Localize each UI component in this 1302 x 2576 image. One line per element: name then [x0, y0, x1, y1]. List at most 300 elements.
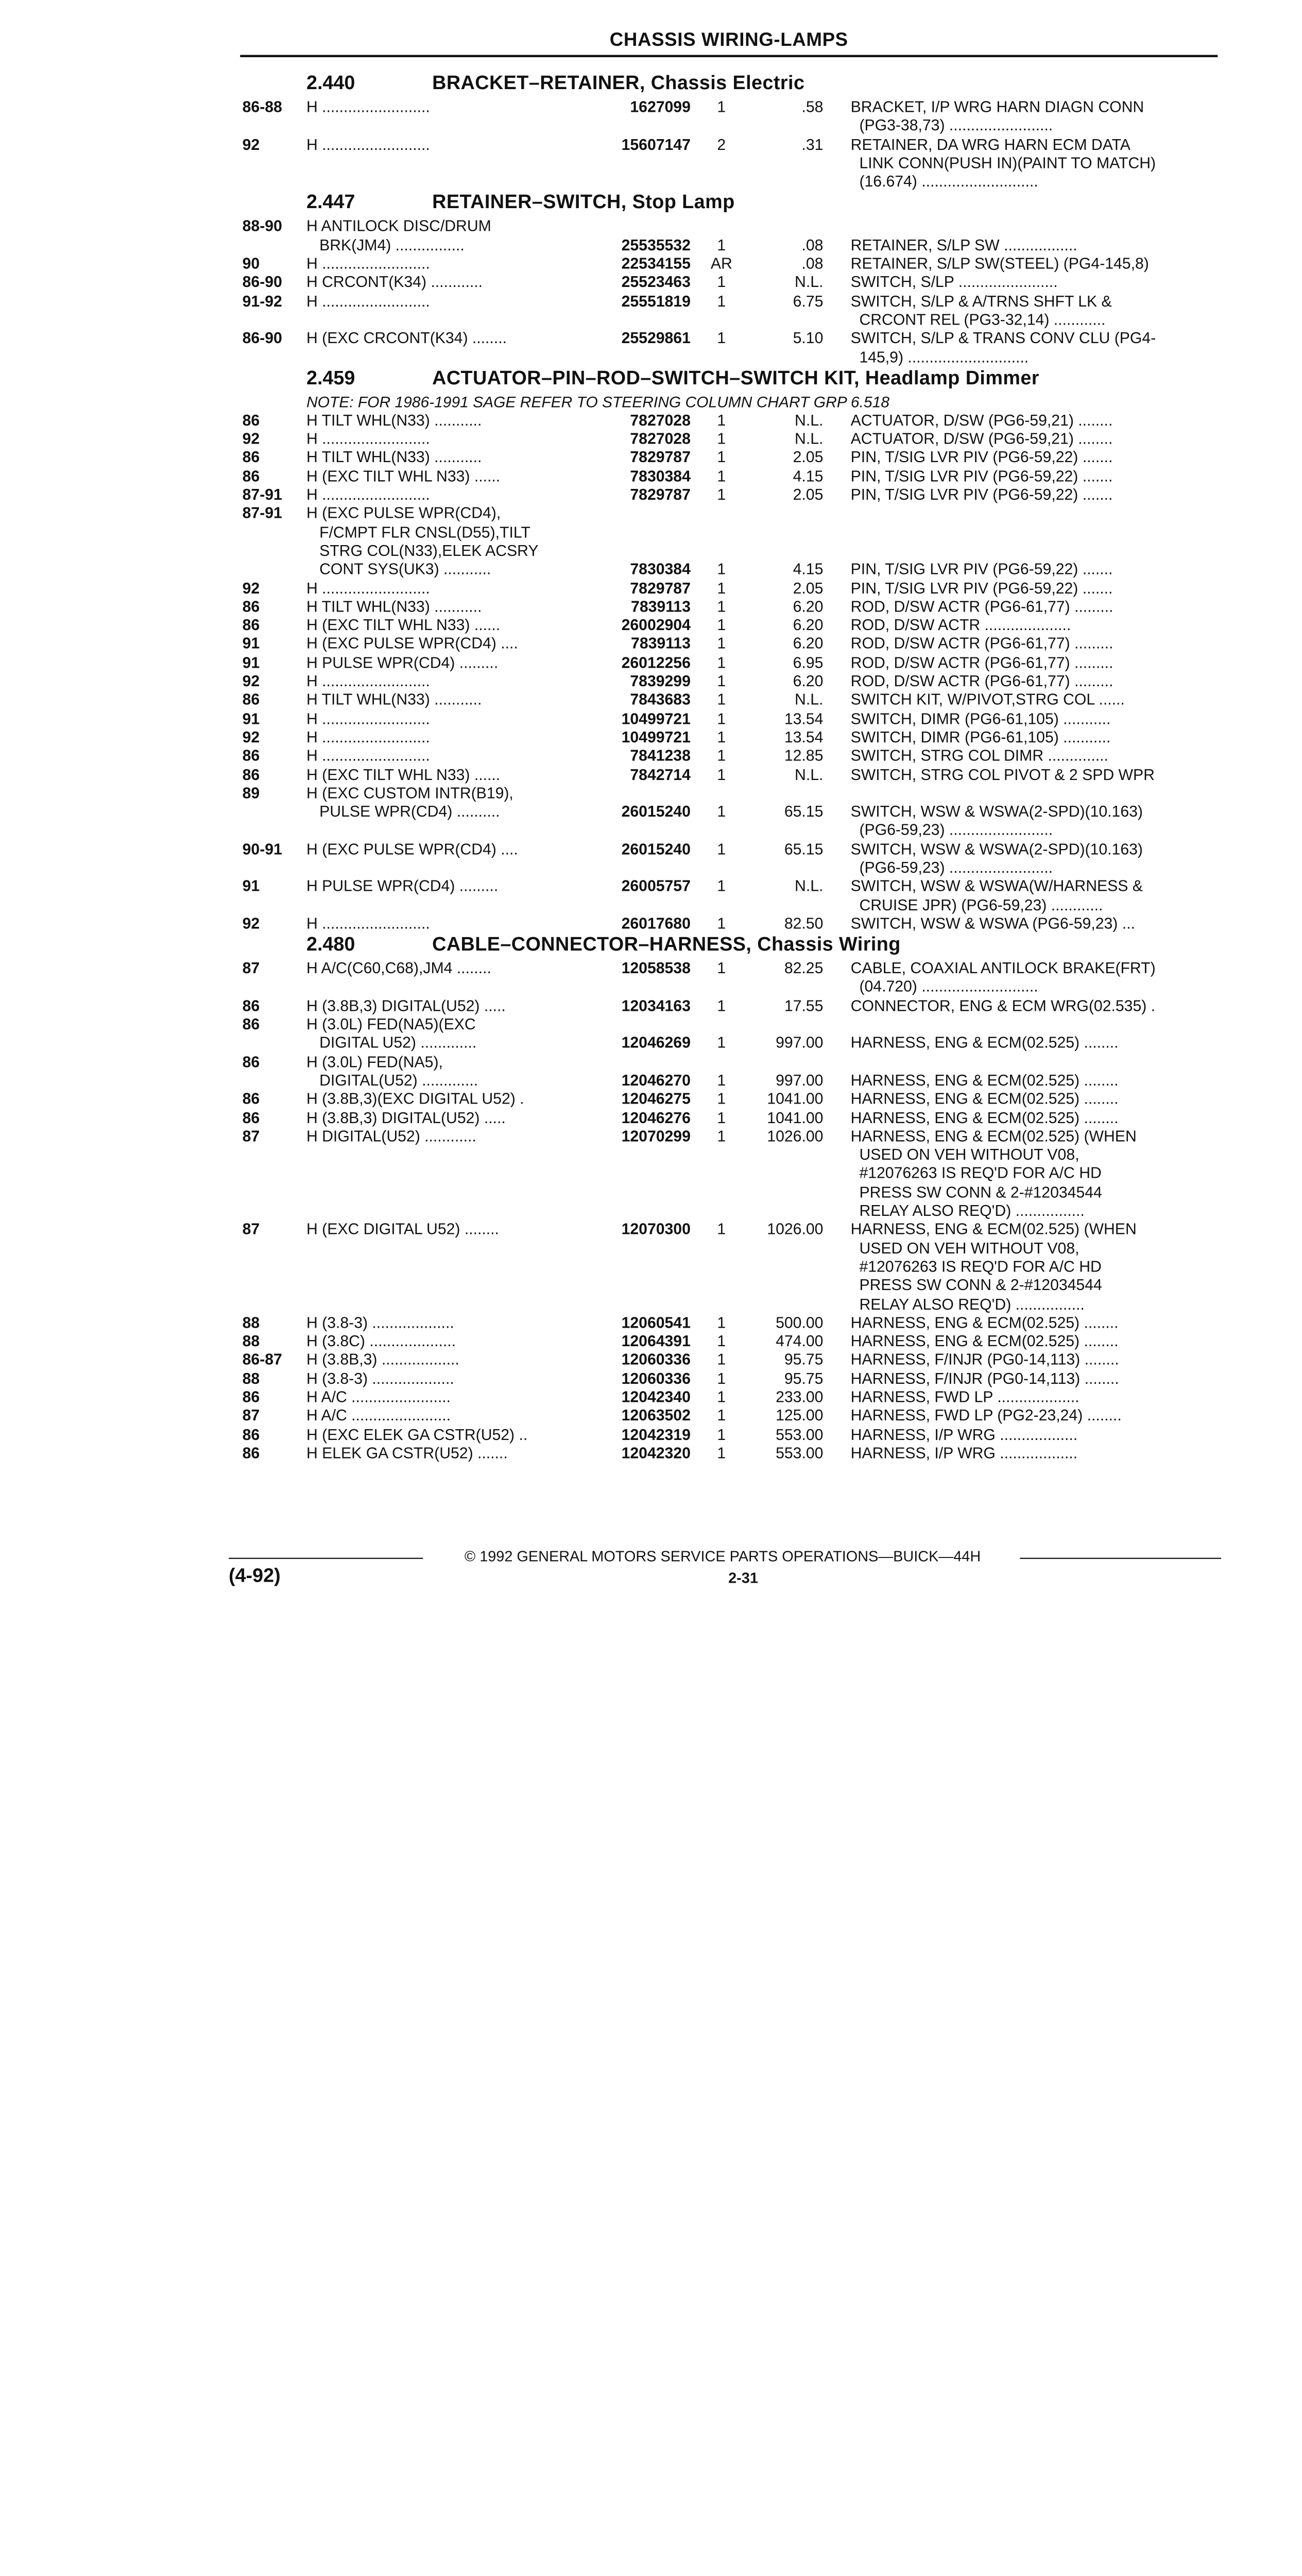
price: .31 [801, 135, 824, 153]
quantity [691, 1015, 743, 1034]
part-number: 12046276 [621, 1109, 691, 1126]
part-number: 7839113 [631, 598, 691, 615]
part-number: 15607147 [621, 135, 691, 153]
part-name: PRESS SW CONN & 2-#12034544 [850, 1277, 1102, 1294]
part-row [243, 915, 1218, 934]
price: 6.20 [793, 616, 824, 634]
section-number: 2.480 [306, 933, 355, 956]
part-row [243, 710, 1218, 728]
usage-description: H TILT WHL(N33) ........... [306, 411, 482, 429]
part-name: HARNESS, F/INJR (PG0-14,113) ........ [850, 1351, 1119, 1369]
usage-description: H ......................... [306, 135, 430, 153]
model-year: 91 [242, 877, 260, 895]
part-name: HARNESS, FWD LP ................... [850, 1388, 1080, 1406]
copyright-line: © 1992 GENERAL MOTORS SERVICE PARTS OPERATIONS—BUICK—44H [464, 1547, 981, 1565]
price: 1041.00 [767, 1109, 824, 1126]
quantity: 1 [717, 1369, 726, 1387]
part-number: 22534155 [621, 255, 691, 273]
usage-description [306, 1258, 590, 1277]
model-year [243, 154, 306, 173]
quantity [691, 523, 743, 542]
part-name: ROD, D/SW ACTR (PG6-61,77) ......... [850, 654, 1113, 671]
part-name: USED ON VEH WITHOUT V08, [850, 1239, 1080, 1257]
section-title: CABLE–CONNECTOR–HARNESS, Chassis Wiring [432, 933, 901, 956]
part-name: LINK CONN(PUSH IN)(PAINT TO MATCH) [850, 154, 1156, 172]
part-number [590, 348, 691, 367]
part-name: HARNESS, ENG & ECM(02.525) ........ [850, 1332, 1119, 1350]
part-number: 26002904 [621, 616, 691, 634]
quantity: 1 [717, 1388, 726, 1406]
usage-description [306, 822, 590, 840]
part-row [243, 997, 1218, 1015]
part-number [590, 1183, 691, 1202]
part-number [590, 1258, 691, 1277]
usage-description: H (EXC PULSE WPR(CD4), [306, 504, 501, 522]
usage-description: H (EXC TILT WHL N33) ...... [306, 467, 501, 485]
part-row [243, 1445, 1218, 1463]
quantity: 1 [717, 430, 726, 448]
part-number [590, 1015, 691, 1034]
part-name: CRUISE JPR) (PG6-59,23) ............ [850, 896, 1103, 913]
part-row [243, 1221, 1218, 1239]
quantity: 1 [717, 329, 726, 347]
model-year [243, 978, 306, 997]
part-name: RELAY ALSO REQ'D) ................ [850, 1295, 1085, 1313]
part-name: #12076263 IS REQ'D FOR A/C HD [850, 1164, 1102, 1182]
price [743, 1240, 823, 1258]
price [743, 311, 823, 330]
section-number: 2.459 [306, 367, 355, 389]
part-number: 26012256 [621, 654, 691, 671]
usage-description: H ......................... [306, 430, 430, 448]
model-year: 92 [242, 914, 260, 933]
price: 2.05 [793, 449, 824, 466]
usage-description [306, 1202, 590, 1221]
usage-description: H (EXC PULSE WPR(CD4) .... [306, 635, 518, 653]
usage-description: H TILT WHL(N33) ........... [306, 598, 482, 615]
usage-description [306, 117, 590, 135]
usage-description: H ......................... [306, 709, 430, 727]
usage-description [306, 1240, 590, 1258]
part-row [243, 311, 1218, 330]
part-name [823, 505, 1218, 523]
quantity: 1 [717, 709, 726, 727]
part-number: 12046275 [621, 1090, 691, 1108]
part-number: 7843683 [630, 691, 691, 708]
part-row [243, 467, 1218, 486]
price: 5.10 [793, 329, 824, 347]
part-row [243, 293, 1218, 311]
price [743, 1015, 823, 1034]
part-row [243, 486, 1218, 505]
price: 65.15 [784, 803, 824, 820]
quantity: 1 [717, 1407, 726, 1425]
usage-description: H (3.0L) FED(NA5)(EXC [306, 1015, 476, 1033]
quantity: 1 [717, 766, 726, 783]
quantity: 1 [717, 1332, 726, 1350]
price: 13.54 [784, 728, 824, 746]
part-row [243, 1015, 1218, 1034]
price: 6.20 [793, 598, 824, 615]
price: 553.00 [776, 1426, 824, 1443]
model-year [243, 1295, 306, 1314]
price: 95.75 [784, 1351, 824, 1369]
usage-description: H (EXC PULSE WPR(CD4) .... [306, 840, 518, 858]
part-name: SWITCH, STRG COL PIVOT & 2 SPD WPR [850, 766, 1155, 783]
usage-description [306, 1183, 590, 1202]
price: 82.25 [784, 959, 824, 977]
quantity: 1 [717, 616, 726, 634]
usage-description: H (EXC TILT WHL N33) ...... [306, 766, 501, 783]
part-name: HARNESS, ENG & ECM(02.525) ........ [850, 1109, 1119, 1126]
part-name: PIN, T/SIG LVR PIV (PG6-59,22) ....... [850, 579, 1113, 597]
price: .58 [801, 98, 824, 116]
model-year: 91 [242, 654, 260, 671]
model-year: 86 [242, 747, 260, 765]
model-year [243, 896, 306, 915]
quantity: AR [710, 255, 732, 273]
part-number: 12042319 [621, 1426, 691, 1443]
part-name: SWITCH, DIMR (PG6-61,105) ........... [850, 728, 1111, 746]
quantity: 1 [717, 1314, 726, 1331]
part-number: 12058538 [621, 959, 691, 977]
usage-description: H (3.8B,3) .................. [306, 1351, 459, 1369]
model-year [243, 1277, 306, 1295]
part-row [243, 348, 1218, 367]
model-year: 86 [242, 467, 260, 485]
part-row [243, 330, 1218, 348]
price: 125.00 [776, 1407, 824, 1425]
part-name: (PG3-38,73) ........................ [850, 117, 1053, 134]
part-number [590, 1240, 691, 1258]
part-number: 7827028 [630, 430, 691, 448]
price: 12.85 [784, 747, 824, 765]
quantity: 1 [717, 467, 726, 485]
usage-description [306, 978, 590, 997]
part-row [243, 274, 1218, 292]
price [743, 1295, 823, 1314]
section-note: NOTE: FOR 1986-1991 SAGE REFER TO STEERING COLUMN CHART GRP 6.518 [306, 393, 889, 411]
model-year: 86 [242, 766, 260, 783]
price: 997.00 [776, 1072, 824, 1089]
quantity: 1 [717, 959, 726, 977]
price: 474.00 [776, 1332, 824, 1350]
price: 13.54 [784, 709, 824, 727]
usage-description: H A/C ....................... [306, 1407, 451, 1425]
part-number: 26017680 [621, 914, 691, 933]
quantity: 1 [717, 803, 726, 820]
quantity: 1 [717, 914, 726, 933]
part-number [590, 859, 691, 877]
model-year: 87 [242, 1127, 260, 1145]
price [743, 173, 823, 192]
part-row [243, 1258, 1218, 1277]
model-year: 88-90 [242, 217, 282, 235]
price [743, 896, 823, 915]
part-number: 12064391 [621, 1332, 691, 1350]
part-name: CONNECTOR, ENG & ECM WRG(02.535) . [850, 997, 1156, 1014]
price: N.L. [795, 411, 824, 429]
part-name: HARNESS, ENG & ECM(02.525) ........ [850, 1034, 1119, 1052]
part-row [243, 747, 1218, 766]
quantity [691, 978, 743, 997]
usage-description: H (EXC TILT WHL N33) ...... [306, 616, 501, 634]
part-number: 12042320 [621, 1444, 691, 1462]
part-row [243, 1333, 1218, 1351]
model-year: 87 [242, 1221, 260, 1238]
quantity: 1 [717, 1426, 726, 1443]
part-number [590, 822, 691, 840]
quantity: 1 [717, 728, 726, 746]
part-row [243, 154, 1218, 173]
part-row [243, 617, 1218, 635]
usage-description: H (3.8B,3) DIGITAL(U52) ..... [306, 1109, 506, 1126]
part-name: USED ON VEH WITHOUT V08, [850, 1146, 1080, 1164]
part-number [590, 1295, 691, 1314]
quantity: 1 [717, 654, 726, 671]
price: N.L. [795, 274, 824, 291]
section-heading [306, 934, 1218, 959]
usage-description: H (3.8-3) ................... [306, 1369, 454, 1387]
price [743, 822, 823, 840]
revision-date: (4-92) [229, 1564, 281, 1587]
part-name: SWITCH, S/LP ....................... [850, 274, 1058, 291]
quantity [691, 1295, 743, 1314]
part-name: HARNESS, F/INJR (PG0-14,113) ........ [850, 1369, 1119, 1387]
model-year: 86 [242, 1109, 260, 1126]
part-name: HARNESS, ENG & ECM(02.525) (WHEN [850, 1221, 1137, 1238]
usage-description [306, 1295, 590, 1314]
model-year: 86 [242, 1444, 260, 1462]
usage-description: H DIGITAL(U52) ............ [306, 1127, 476, 1145]
model-year: 86 [242, 411, 260, 429]
model-year: 86 [242, 616, 260, 634]
model-year [243, 348, 306, 367]
usage-description: H ......................... [306, 98, 430, 116]
part-name: SWITCH, S/LP & TRANS CONV CLU (PG4- [850, 329, 1156, 347]
usage-description: H ELEK GA CSTR(U52) ....... [306, 1444, 508, 1462]
price [743, 1277, 823, 1295]
part-row [243, 1240, 1218, 1258]
model-year [243, 236, 306, 255]
model-year [243, 1202, 306, 1221]
usage-description: H (EXC ELEK GA CSTR(U52) .. [306, 1426, 528, 1443]
part-name: PIN, T/SIG LVR PIV (PG6-59,22) ....... [850, 486, 1113, 503]
part-name: PIN, T/SIG LVR PIV (PG6-59,22) ....... [850, 467, 1113, 485]
part-number [590, 896, 691, 915]
price: 1041.00 [767, 1090, 824, 1108]
section-title: RETAINER–SWITCH, Stop Lamp [432, 191, 735, 213]
usage-description: H ANTILOCK DISC/DRUM [306, 217, 491, 235]
part-number: 25529861 [621, 329, 691, 347]
part-number [590, 117, 691, 135]
part-number: 7841238 [630, 747, 691, 765]
model-year: 92 [242, 579, 260, 597]
price: N.L. [795, 877, 824, 895]
part-name: CRCONT REL (PG3-32,14) ............ [850, 311, 1106, 329]
model-year [243, 1146, 306, 1165]
usage-description: DIGITAL U52) ............. [306, 1034, 477, 1052]
part-row [243, 430, 1218, 449]
quantity: 1 [717, 1072, 726, 1089]
part-row [243, 1407, 1218, 1426]
usage-description: H (EXC DIGITAL U52) ........ [306, 1221, 499, 1238]
quantity: 1 [717, 1127, 726, 1145]
model-year: 92 [242, 728, 260, 746]
part-name: RETAINER, DA WRG HARN ECM DATA [850, 135, 1130, 153]
page-number: 2-31 [728, 1569, 758, 1587]
price [743, 978, 823, 997]
model-year [243, 803, 306, 822]
quantity: 1 [717, 877, 726, 895]
model-year: 86 [242, 1090, 260, 1108]
model-year: 87-91 [242, 486, 282, 503]
model-year: 86 [242, 1388, 260, 1406]
usage-description: CONT SYS(UK3) ........... [306, 561, 491, 578]
price: 6.95 [793, 654, 824, 671]
quantity: 1 [717, 1444, 726, 1462]
price: N.L. [795, 766, 824, 783]
part-row [243, 449, 1218, 467]
model-year [243, 1035, 306, 1053]
usage-description: H (3.8B,3) DIGITAL(U52) ..... [306, 997, 506, 1014]
part-row [243, 598, 1218, 617]
part-name [823, 542, 1218, 561]
section-title: ACTUATOR–PIN–ROD–SWITCH–SWITCH KIT, Headlamp Dimmer [432, 367, 1039, 389]
price [743, 1053, 823, 1072]
part-number: 12046269 [621, 1034, 691, 1052]
part-row [243, 635, 1218, 654]
model-year: 86 [242, 449, 260, 466]
price: 233.00 [776, 1388, 824, 1406]
model-year: 86 [242, 1053, 260, 1071]
part-number [590, 784, 691, 803]
part-name: (PG6-59,23) ........................ [850, 859, 1053, 876]
price: N.L. [795, 430, 824, 448]
part-row [243, 728, 1218, 747]
part-row [243, 1035, 1218, 1053]
usage-description: BRK(JM4) ................ [306, 236, 465, 254]
part-row [243, 672, 1218, 691]
part-name: ROD, D/SW ACTR .................... [850, 616, 1071, 634]
part-row [243, 218, 1218, 236]
part-number [590, 1202, 691, 1221]
quantity: 1 [717, 1109, 726, 1126]
quantity: 1 [717, 840, 726, 858]
quantity [691, 348, 743, 367]
model-year: 92 [242, 430, 260, 448]
part-name: SWITCH, WSW & WSWA(2-SPD)(10.163) [850, 840, 1143, 858]
price: .08 [801, 236, 824, 254]
part-row [243, 877, 1218, 896]
part-name: #12076263 IS REQ'D FOR A/C HD [850, 1258, 1102, 1276]
usage-description: H (3.8B,3)(EXC DIGITAL U52) . [306, 1090, 524, 1108]
section-heading [306, 192, 1218, 217]
model-year: 86-90 [242, 274, 282, 291]
part-row [243, 978, 1218, 997]
part-number: 25535532 [621, 236, 691, 254]
price: 82.50 [784, 914, 824, 933]
price [743, 859, 823, 877]
price [743, 218, 823, 236]
usage-description: H ......................... [306, 579, 430, 597]
part-name: SWITCH, WSW & WSWA (PG6-59,23) ... [850, 914, 1135, 933]
part-name: PIN, T/SIG LVR PIV (PG6-59,22) ....... [850, 561, 1113, 578]
quantity [691, 117, 743, 135]
part-number [590, 1277, 691, 1295]
part-name [823, 523, 1218, 542]
price [743, 1165, 823, 1183]
quantity: 1 [717, 635, 726, 653]
price: 17.55 [784, 997, 824, 1014]
usage-description: STRG COL(N33),ELEK ACSRY [306, 542, 539, 560]
part-number: 12070299 [621, 1127, 691, 1145]
usage-description: H PULSE WPR(CD4) ......... [306, 654, 499, 671]
price [743, 1146, 823, 1165]
usage-description: H (3.0L) FED(NA5), [306, 1053, 443, 1071]
part-row [243, 1295, 1218, 1314]
model-year: 92 [242, 672, 260, 690]
footer-rule-left [229, 1558, 423, 1559]
section-number: 2.440 [306, 72, 355, 94]
part-name: ACTUATOR, D/SW (PG6-59,21) ........ [850, 411, 1113, 429]
part-name [823, 784, 1218, 803]
part-number: 7829787 [630, 486, 691, 503]
price [743, 117, 823, 135]
price [743, 523, 823, 542]
price: 6.20 [793, 672, 824, 690]
part-number: 10499721 [621, 709, 691, 727]
part-number: 25551819 [621, 292, 691, 310]
part-name: ROD, D/SW ACTR (PG6-61,77) ......... [850, 598, 1113, 615]
part-number: 7830384 [630, 467, 691, 485]
quantity [691, 218, 743, 236]
part-number: 25523463 [621, 274, 691, 291]
usage-description: H PULSE WPR(CD4) ......... [306, 877, 499, 895]
part-name: HARNESS, ENG & ECM(02.525) ........ [850, 1072, 1119, 1089]
quantity: 1 [717, 236, 726, 254]
price: 4.15 [793, 561, 824, 578]
part-name: SWITCH, WSW & WSWA(W/HARNESS & [850, 877, 1143, 895]
model-year: 91 [242, 635, 260, 653]
part-row [243, 579, 1218, 598]
part-row [243, 766, 1218, 784]
part-row [243, 1202, 1218, 1221]
quantity [691, 1053, 743, 1072]
part-number: 7839299 [630, 672, 691, 690]
part-number [590, 978, 691, 997]
usage-description: H ......................... [306, 486, 430, 503]
part-row [243, 1314, 1218, 1332]
usage-description: H (3.8-3) ................... [306, 1314, 454, 1331]
usage-description: H (3.8C) .................... [306, 1332, 456, 1350]
usage-description: H ......................... [306, 747, 430, 765]
price [743, 505, 823, 523]
quantity: 1 [717, 1221, 726, 1238]
price [743, 154, 823, 173]
model-year [243, 542, 306, 561]
part-name: HARNESS, ENG & ECM(02.525) (WHEN [850, 1127, 1137, 1145]
price [743, 542, 823, 561]
model-year [243, 311, 306, 330]
quantity: 1 [717, 292, 726, 310]
quantity [691, 173, 743, 192]
usage-description: H ......................... [306, 914, 430, 933]
part-name: ROD, D/SW ACTR (PG6-61,77) ......... [850, 635, 1113, 653]
model-year: 90-91 [242, 840, 282, 858]
usage-description: F/CMPT FLR CNSL(D55),TILT [306, 523, 530, 541]
model-year: 86-90 [242, 329, 282, 347]
